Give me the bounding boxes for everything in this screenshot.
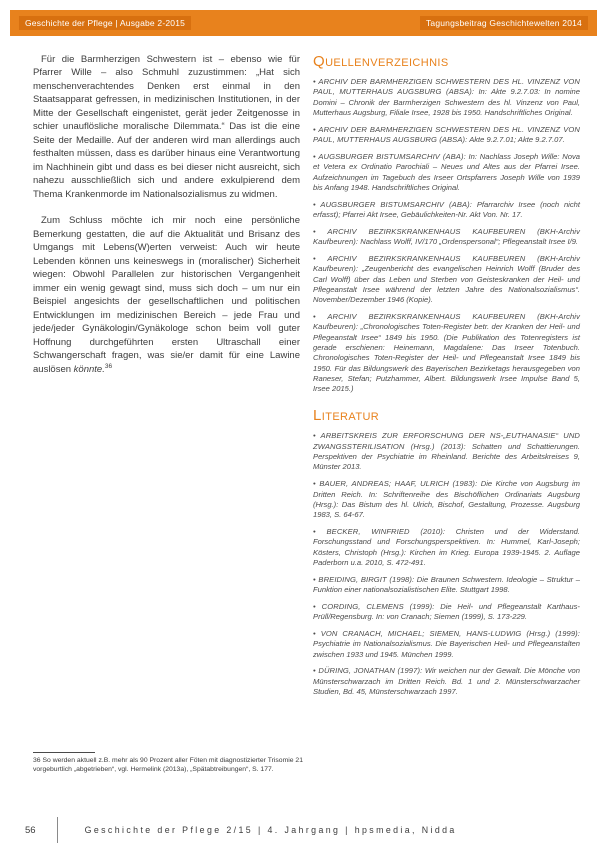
- bib-author: • ARCHIV BEZIRKSKRANKENHAUS KAUFBEUREN (BKH-Archiv Kaufbeuren):: [313, 311, 580, 332]
- footnote-text: [33, 756, 303, 774]
- bib-text: Psychiatrie im Nationalsozialismus. Die Bayerischen Heil- und Pflegeanstalten zwischen 1933 und 1945. München 1999.: [313, 639, 580, 659]
- footnote-reference: 36: [104, 362, 113, 370]
- bib-author: • BAUER, ANDREAS; HAAF, ULRICH (1983):: [313, 479, 478, 489]
- source-entry-7: [313, 312, 580, 395]
- source-entry-6: [313, 254, 580, 306]
- bib-text: „Zeugenbericht des evangelischen Heinrich Wolff (Bruder des Carl Wolff) über das Leben und Sterben von Geisteskranken der Heil- und Pflegeanstalt Irsee während der letzten Jahre des Nationalsozialismus“. November/Dezember 1946 (Kopie).: [313, 264, 580, 305]
- header-journal-title: Geschichte der Pflege | Ausgabe 2-2015: [19, 16, 191, 31]
- footer-journal-line: Geschichte der Pflege 2/15 | 4. Jahrgang | hpsmedia, Nidda: [84, 825, 457, 835]
- bib-text: Wir weichen nur der Gewalt. Die Mönche von Münsterschwarzach im Dritten Reich. Bd. 1 und 2. Münsterschwarzacher Studien, Bd. 45, Münsterschwarzach 1997.: [313, 666, 581, 696]
- bib-text: Die Braunen Schwestern. Ideologie – Struktur – Funktion einer nationalsozialistischen Elite. Stuttgart 1998.: [313, 574, 580, 594]
- header-section-title: Tagungsbeitrag Geschichtewelten 2014: [420, 16, 588, 31]
- literature-entry-4: [313, 575, 580, 596]
- footnote-block: [33, 752, 303, 774]
- bib-author: • AUGSBURGER BISTUMSARCHIV (ABA):: [313, 151, 466, 161]
- source-entry-2: [313, 125, 580, 146]
- literature-entry-2: [313, 479, 580, 520]
- bib-text: Akte 9.2.7.01; Akte 9.2.7.07.: [469, 135, 565, 145]
- bib-text: Die Heil- und Pflegeanstalt Karthaus-Prüll/Regensburg. In: von Cranach; Siemen (1999), S. 173-229.: [313, 601, 580, 622]
- bib-author: • ARCHIV DER BARMHERZIGEN SCHWESTERN DES HL. VINZENZ VON PAUL, MUTTERHAUS AUGSBURG (ABSA):: [313, 77, 580, 97]
- article-column: [33, 53, 300, 704]
- bib-text: In: Akte 9.2.7.03: In nomine Domini – Chronik der Barmherzigen Schwestern des hl. Vinzenz von Paul, Mutterhaus Augsburg, Filiale Irsee, 1928 bis 1950. Handschriftliches Original.: [313, 87, 580, 117]
- bib-author: • CORDING, CLEMENS (1999):: [313, 601, 435, 611]
- literature-entry-1: [313, 431, 580, 472]
- footnote-number: 36: [33, 757, 41, 764]
- footnote-separator: [33, 752, 95, 753]
- bib-author: • VON CRANACH, MICHAEL; SIEMEN, HANS-LUDWIG (Hrsg.) (1999):: [313, 628, 580, 638]
- bib-text: Nachlass Wolff, IV/170 „Ordenspersonal“; Pflegeanstalt Irsee I/9.: [360, 237, 579, 247]
- source-entry-1: [313, 77, 580, 118]
- literature-entry-7: [313, 666, 580, 697]
- article-paragraph-1: Für die Barmherzigen Schwestern ist – ebenso wie für Pfarrer Wille – also Schmuhl zuzustimmen: „Hat sich menschenverachtendes Denken erst einmal in den Staatsapparat gefressen, in medizinischen Institutionen, in der Mitte der Gesellschaft eingenistet, gerät jeder Zeitgenosse in schier unauflösliche moralische Dilemmata.“ Das ist die eine Seite der Medaille. Auf der anderen wird man allerdings auch festhalten müssen, dass es darüber hinaus eine Verantwortung im Nachhinein gibt und dass es bei dieser nicht ausreicht, sich nahezu ausschließlich sich und andere exkulpierend dem Thema Krankenmorde im Nationalsozialismus zu widmen.: [33, 54, 300, 200]
- bib-text: Die Kirche von Augsburg im Dritten Reich. In: Schriftenreihe des Bischöflichen Ordinariats Augsburg (Hrsg.): Das Bistum des hl. Ulrich, Bischof, Gestaltung, Prozesse. Augsburg 1983, S. 64-67.: [313, 479, 580, 520]
- footer-divider: [57, 817, 58, 843]
- bib-author: • DÜRING, JONATHAN (1997):: [313, 666, 423, 676]
- header-bar: [10, 10, 597, 36]
- content-columns: [33, 53, 580, 704]
- bib-text: Christen und der Widerstand. Forschungsstand und Forschungsperspektiven. In: Hummel, Karl-Joseph; Kösters, Christoph (Hrsg.): Kirchen im Krieg. Europa 1939-1945. 2. Auflage Paderborn u.a. 2010, S. 472-491.: [313, 526, 580, 567]
- footnote-body: So werden aktuell z.B. mehr als 90 Prozent aller Föten mit diagnostizierter Trisomie 21 vorgeburtlich „abgetrieben“, vgl. Hermelink (2013a), „Spätabtreibungen“, S. 177.: [33, 757, 303, 774]
- paragraph-2-italic: könnte.: [73, 363, 105, 375]
- literature-entry-5: [313, 602, 580, 623]
- source-entry-4: [313, 200, 580, 221]
- bib-author: • AUGSBURGER BISTUMSARCHIV (ABA):: [313, 199, 472, 209]
- bib-author: • BREIDING, BIRGIT (1998):: [313, 574, 415, 584]
- source-entry-3: [313, 152, 580, 193]
- bib-text: In: Nachlass Joseph Wille: Nova et Vetera ex Ordinatio Parochiali – Neues und Altes aus der Pfarrei Irsee. Aufzeichnungen im Tagebuch des Irseer Ortspfarrers Joseph Wille von 1939 bis Anfang 1948. Handschriftliches Original.: [313, 151, 580, 192]
- literature-heading: Literatur: [313, 407, 380, 425]
- bib-author: • BECKER, WINFRIED (2010):: [313, 526, 446, 536]
- bib-text: Schatten und Schattierungen. Perspektiven der Psychiatrie im Rheinland. Berichte des Arbeitskreises 9, Münster 2013.: [313, 441, 580, 472]
- bib-text: „Chronologisches Toten-Register betr. der Kranken der Heil- und Pflegeanstalt Irsee“ 1849 bis 1950. (Die Publikation des Totenregisters ist gerade erschienen: Heinemann, Magdalene: Das Irseer Totenbuch. Chronologisches Toten-Register der Heil- und Pflegeanstalt Irsee 1849 bis 1950. Für das Bildungswerk des Bayerischen Bezirketags herausgegeben von Raneser, Stefan; Putzhammer, Albert. Bildungswerk Irsee Impulse Band 5, Irsee 2015.): [313, 322, 580, 394]
- literature-entry-6: [313, 629, 580, 660]
- article-paragraph-2: [33, 214, 300, 376]
- page-number: 56: [25, 824, 36, 836]
- bib-text: Pfarrarchiv Irsee (noch nicht erfasst); Pfarrei Akt Irsee, Gebäulichkeiten-Nr. Akt Von. Nr. 17.: [313, 199, 580, 219]
- sources-heading: Quellenverzeichnis: [313, 53, 449, 70]
- bibliography-column: [313, 53, 580, 704]
- literature-entry-3: [313, 527, 580, 568]
- bib-author: • ARBEITSKREIS ZUR ERFORSCHUNG DER NS-„EUTHANASIE“ UND ZWANGSSTERILISATION (Hrsg.) (2013):: [313, 431, 580, 451]
- page-footer: [25, 815, 582, 845]
- source-entry-5: [313, 227, 580, 248]
- paragraph-2-text: Zum Schluss möchte ich mir noch eine persönliche Bemerkung gestatten, die auf die Aktualität und Brisanz des Umgangs mit Lebens(W)erten verweist: Auch wir heute Lebenden können uns keineswegs in (moralischer) Sicherheit wiegen: Obwohl Parallelen zur historischen Vergangenheit immer ein wenig gewagt sind, muss sich doch – um nur ein Beispiel angesichts der gesellschaftlichen und politischen Entwicklungen im medizinischen Bereich – jede Frau und jede/jeder Gynäkologin/Gynäkologe schon beim voll guter Hoffnung durchgeführten ersten Ultraschall einer Schwangerschaft fragen, was sie/er damit für eine Lawine auslösen: [33, 215, 300, 375]
- bib-author: • ARCHIV BEZIRKSKRANKENHAUS KAUFBEUREN (BKH-Archiv Kaufbeuren):: [313, 226, 580, 247]
- bib-author: • ARCHIV DER BARMHERZIGEN SCHWESTERN DES HL. VINZENZ VON PAUL, MUTTERHAUS AUGSBURG (ABSA):: [313, 124, 580, 145]
- bib-author: • ARCHIV BEZIRKSKRANKENHAUS KAUFBEUREN (BKH-Archiv Kaufbeuren):: [313, 253, 580, 274]
